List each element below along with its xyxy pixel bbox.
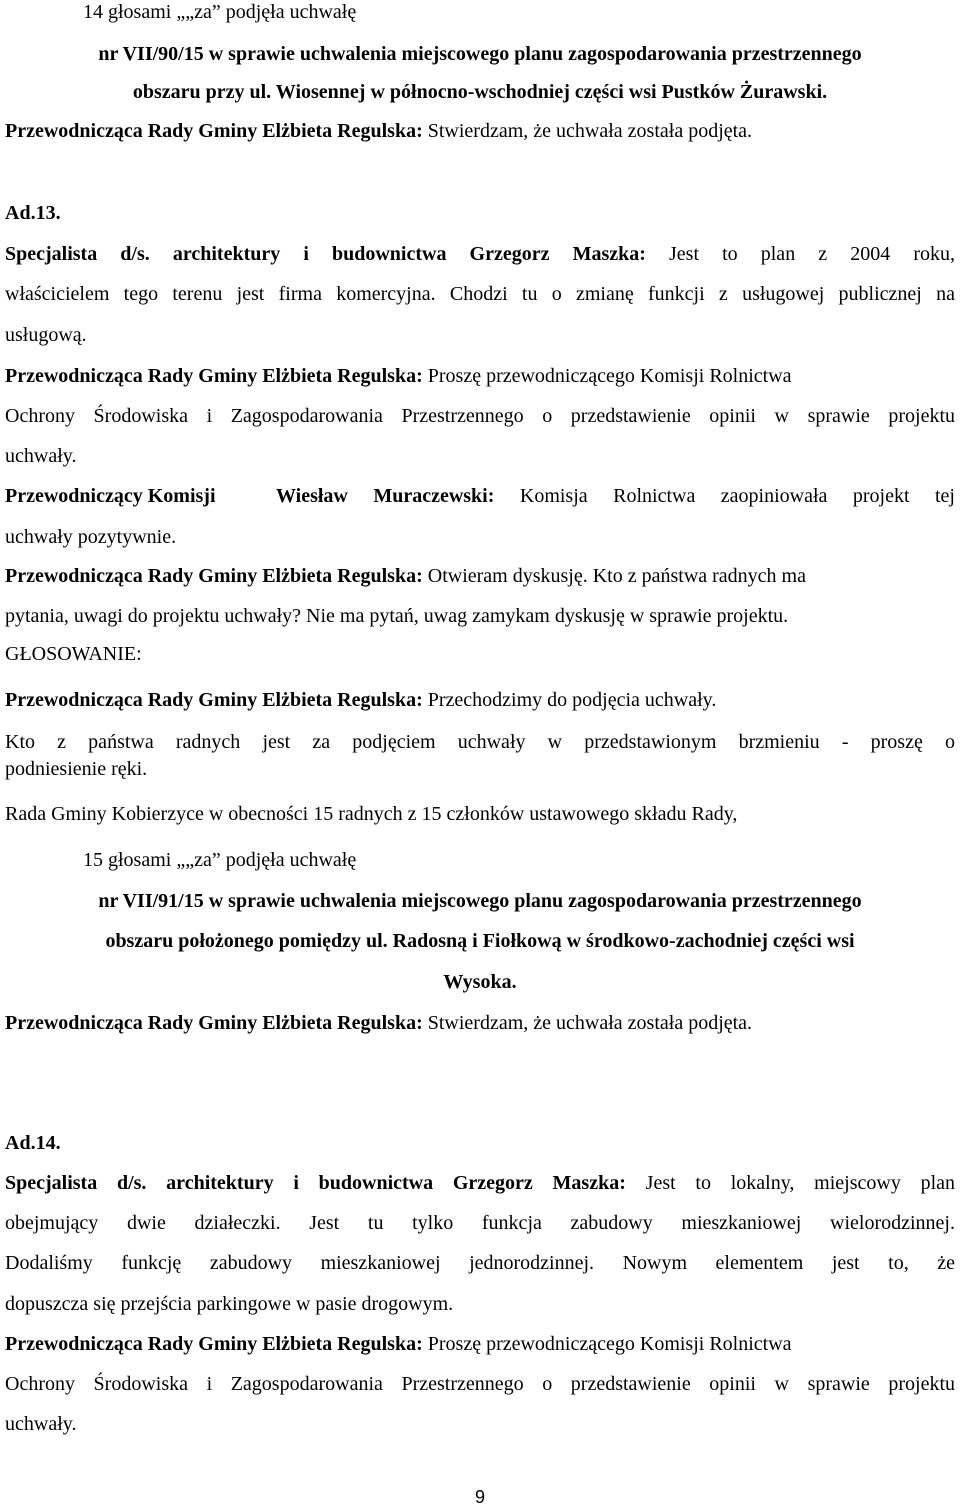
statement-line: dopuszcza się przejścia parkingowe w pasie drogowym. — [5, 1293, 454, 1315]
vote-request-line: podniesienie ręki. — [5, 758, 148, 780]
chair-statement — [5, 1013, 752, 1033]
statement-text: Stwierdzam, że uchwała została podjęta. — [427, 1012, 753, 1034]
statement-text: Komisja Rolnictwa zaopiniowała projekt tej — [519, 485, 955, 507]
chair-statement — [5, 690, 716, 710]
agenda-heading: Ad.13. — [5, 202, 61, 224]
committee-role — [5, 486, 216, 506]
speaker-role: Przewodniczący Komisji — [5, 485, 216, 507]
resolution-title-line: Wysoka. — [443, 971, 517, 993]
speaker-name: Przewodnicząca Rady Gminy Elżbieta Regulska: — [5, 689, 423, 711]
vote-request-line: Kto z państwa radnych jest za podjęciem uchwały w przedstawionym brzmieniu - proszę o — [5, 731, 955, 753]
council-presence-line: Rada Gminy Kobierzyce w obecności 15 radnych z 15 członków ustawowego składu Rady, — [5, 803, 738, 825]
speaker-name: Specjalista d/s. architektury i budownictwa Grzegorz Maszka: — [5, 1172, 626, 1194]
speaker-name: Przewodnicząca Rady Gminy Elżbieta Regulska: — [5, 365, 423, 387]
chair-statement — [5, 121, 752, 141]
statement-text: Proszę przewodniczącego Komisji Rolnictwa — [427, 365, 792, 387]
statement-line: właścicielem tego terenu jest firma komercyjna. Chodzi tu o zmianę funkcji z usługowej publicznej na — [5, 283, 955, 305]
speaker-name: Przewodnicząca Rady Gminy Elżbieta Regulska: — [5, 120, 423, 142]
speaker-name: Przewodnicząca Rady Gminy Elżbieta Regulska: — [5, 1012, 423, 1034]
statement-line: Ochrony Środowiska i Zagospodarowania Przestrzennego o przedstawienie opinii w sprawie projektu — [5, 405, 955, 427]
statement-line: usługową. — [5, 324, 87, 346]
chair-statement — [5, 566, 806, 586]
specialist-statement — [5, 1173, 955, 1193]
statement-text: Jest to plan z 2004 roku, — [669, 243, 955, 265]
statement-line: uchwały. — [5, 1413, 77, 1435]
chair-statement — [5, 1334, 792, 1354]
committee-statement — [276, 486, 955, 506]
statement-text: Stwierdzam, że uchwała została podjęta. — [427, 120, 753, 142]
statement-line: Dodaliśmy funkcję zabudowy mieszkaniowej jednorodzinnej. Nowym elementem jest to, że — [5, 1252, 955, 1274]
statement-line: uchwały pozytywnie. — [5, 526, 177, 548]
speaker-name: Przewodnicząca Rady Gminy Elżbieta Regulska: — [5, 565, 423, 587]
speaker-name: Specjalista d/s. architektury i budownictwa Grzegorz Maszka: — [5, 243, 646, 265]
page-number: 9 — [474, 1487, 485, 1507]
resolution-title-line: nr VII/90/15 w sprawie uchwalenia miejscowego planu zagospodarowania przestrzennego — [98, 43, 862, 65]
vote-result-line: 15 głosami „„za” podjęła uchwałę — [83, 849, 357, 871]
resolution-title-line: obszaru przy ul. Wiosennej w północno-wschodniej części wsi Pustków Żurawski. — [132, 81, 828, 103]
specialist-statement — [5, 244, 955, 264]
statement-line: Ochrony Środowiska i Zagospodarowania Przestrzennego o przedstawienie opinii w sprawie projektu — [5, 1373, 955, 1395]
resolution-title-line: nr VII/91/15 w sprawie uchwalenia miejscowego planu zagospodarowania przestrzennego — [98, 890, 862, 912]
vote-result-line: 14 głosami „„za” podjęła uchwałę — [83, 1, 357, 23]
statement-line: pytania, uwagi do projektu uchwały? Nie ma pytań, uwag zamykam dyskusję w sprawie projektu. — [5, 605, 789, 627]
speaker-name: Przewodnicząca Rady Gminy Elżbieta Regulska: — [5, 1333, 423, 1355]
statement-text: Proszę przewodniczącego Komisji Rolnictwa — [427, 1333, 792, 1355]
speaker-name: Wiesław Muraczewski: — [276, 485, 495, 507]
resolution-title-line: obszaru położonego pomiędzy ul. Radosną i Fiołkową w środkowo-zachodniej części wsi — [105, 930, 855, 952]
statement-text: Otwieram dyskusję. Kto z państwa radnych ma — [427, 565, 806, 587]
agenda-heading: Ad.14. — [5, 1132, 61, 1154]
voting-label: GŁOSOWANIE: — [5, 643, 142, 665]
chair-statement — [5, 366, 792, 386]
statement-line: uchwały. — [5, 445, 77, 467]
statement-line: obejmujący dwie działeczki. Jest tu tylko funkcja zabudowy mieszkaniowej wielorodzinnej. — [5, 1212, 955, 1234]
statement-text: Przechodzimy do podjęcia uchwały. — [427, 689, 717, 711]
statement-text: Jest to lokalny, miejscowy plan — [645, 1172, 955, 1194]
